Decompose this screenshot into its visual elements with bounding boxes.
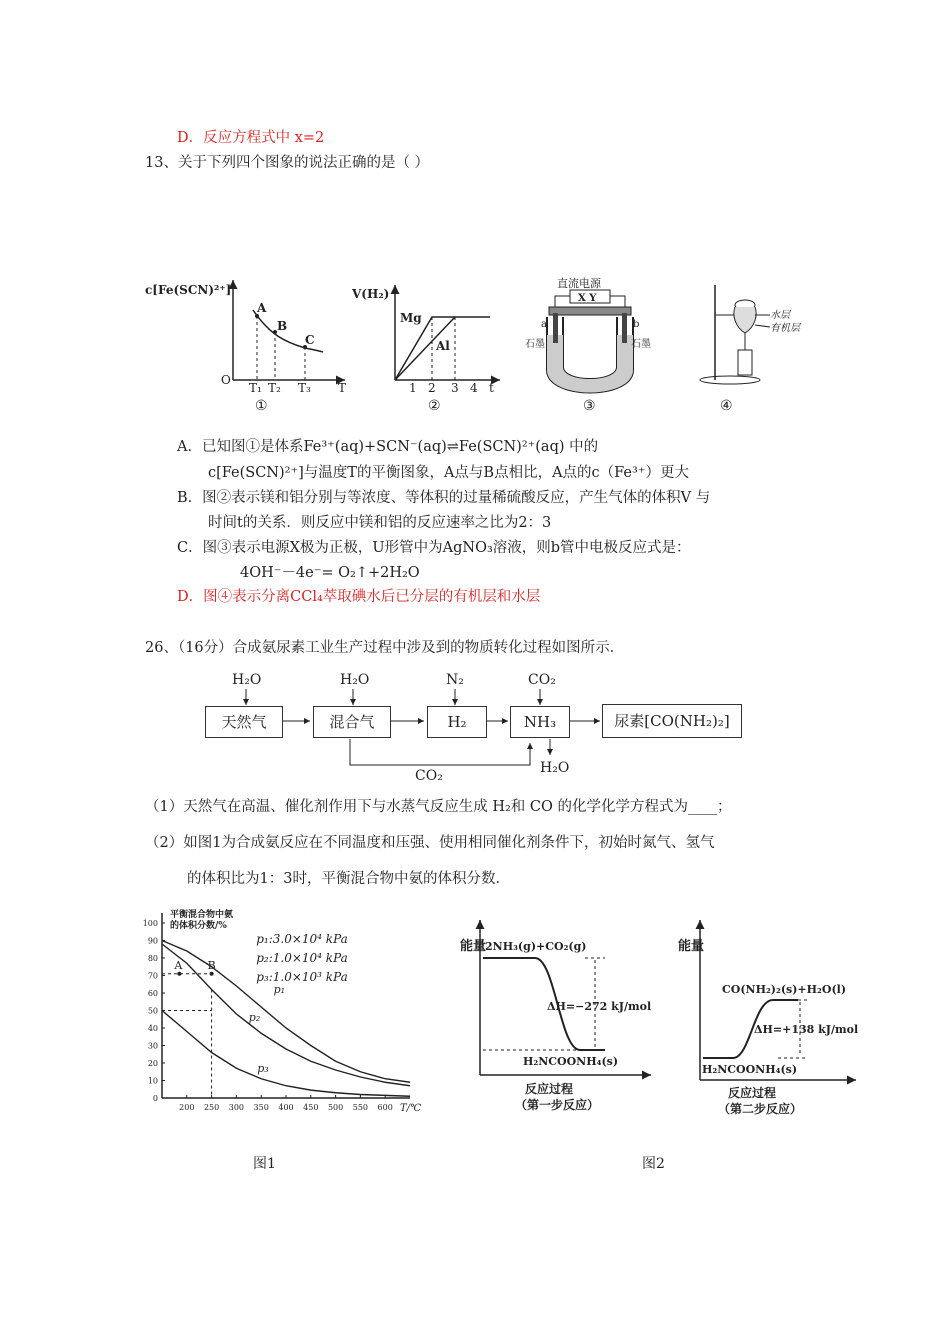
chart-x-tick-label: 500 [327, 1103, 344, 1112]
chart-y-tick-label: 0 [152, 1094, 158, 1103]
f2-tick-3: 3 [451, 381, 459, 395]
energy-diagram-step-2 [678, 905, 858, 1115]
q26-stem: 26、（16分）合成氨尿素工业生产过程中涉及到的物质转化过程如图所示． [145, 640, 625, 656]
chart-y-tick-label: 70 [147, 971, 158, 981]
f3-right-electrode: 石墨 [631, 339, 651, 350]
f4-organic-label: 有机层 [770, 323, 800, 334]
q13-option-a-line2: c[Fe(SCN)²⁺]与温度T的平衡图象，A点与B点相比，A点的c（Fe³⁺）更大 [208, 465, 689, 481]
f2-tick-1: 1 [409, 381, 417, 395]
f3-number: ③ [583, 398, 596, 414]
f1-xlabel: T [338, 381, 347, 395]
flow-co2-back: CO₂ [415, 768, 443, 784]
chart-x-tick-label: 400 [278, 1103, 294, 1112]
energy2-ylabel: 能量 [678, 939, 705, 954]
chart-title-1: 平衡混合物中氨 [170, 910, 234, 920]
chart-point-b-label: B [207, 958, 216, 972]
chart-y-tick-label: 50 [147, 1006, 158, 1016]
energy1-dh: ΔH=−272 kJ/mol [547, 1000, 652, 1013]
chart-point-b [210, 972, 214, 976]
chart-y-tick-label: 80 [147, 954, 158, 963]
chart-x-tick-label: 450 [303, 1103, 319, 1112]
chart-y-tick-label: 20 [147, 1059, 158, 1068]
chart-series-line-3 [162, 1011, 410, 1097]
energy1-bottom: H₂NCOONH₄(s) [523, 1055, 619, 1068]
energy1-top: 2NH₃(g)+CO₂(g) [485, 940, 587, 953]
q13-option-a-line1: A．已知图①是体系Fe³⁺(aq)+SCN⁻(aq)⇌Fe(SCN)²⁺(aq) 中的 [177, 439, 599, 455]
energy-diagram-step-1 [455, 905, 655, 1115]
flow-n2-in: N₂ [446, 672, 464, 688]
f2-ylabel: V(H₂) [352, 287, 390, 301]
f1-ylabel: c[Fe(SCN)²⁺] [145, 283, 232, 297]
f4-number: ④ [720, 398, 733, 414]
q13-option-c-line1: C．图③表示电源X极为正极，U形管中为AgNO₃溶液，则b管中电极反应式是： [177, 540, 691, 556]
chart-y-tick-label: 90 [147, 936, 158, 946]
f1-tick-t3: T₃ [298, 381, 311, 395]
figure-2-caption: 图2 [642, 1156, 665, 1172]
f1-point-b: B [277, 319, 288, 333]
chart-x-tick-label: 200 [179, 1103, 195, 1112]
q13-figure-4 [690, 275, 820, 420]
f1-origin: O [221, 373, 231, 387]
flow-h2o-out: H₂O [540, 760, 570, 776]
energy2-xlabel: 反应过程 [728, 1086, 777, 1100]
chart-y-tick-label: 10 [147, 1076, 158, 1086]
flow-box-urea: 尿素[CO(NH₂)₂] [602, 704, 742, 738]
q26-part-2-line1: （2）如图1为合成氨反应在不同温度和压强、使用相同催化剂条件下，初始时氮气、氢气 [145, 835, 715, 851]
q13-option-d: D．图④表示分离CCl₄萃取碘水后已分层的有机层和水层 [177, 589, 541, 605]
f1-tick-t1: T₁ [249, 381, 262, 395]
energy2-top: CO(NH₂)₂(s)+H₂O(l) [722, 983, 847, 996]
chart-y-tick-label: 30 [147, 1041, 158, 1051]
f2-mg: Mg [400, 311, 422, 325]
q26-part-1: （1）天然气在高温、催化剂作用下与水蒸气反应生成 H₂和 CO 的化学化学方程式为____； [145, 799, 732, 815]
f2-tick-2: 2 [428, 381, 436, 395]
f3-xy: X Y [578, 293, 597, 304]
chart-series-label-2: p₂ [248, 1011, 261, 1024]
chart-x-tick-label: 550 [352, 1103, 369, 1112]
chart-legend-item: p₂:1.0×10⁴ kPa [256, 951, 348, 965]
q13-figure-1 [145, 280, 345, 420]
q12-option-d: D．反应方程式中 x=2 [177, 130, 325, 146]
energy1-subtitle: （第一步反应） [515, 1098, 600, 1112]
energy2-dh: ΔH=+138 kJ/mol [754, 1023, 859, 1036]
f2-tick-4: 4 [470, 381, 478, 395]
energy1-xlabel: 反应过程 [525, 1082, 574, 1096]
flow-box-nh3: NH₃ [510, 706, 570, 738]
flow-h2o-in-1: H₂O [232, 672, 262, 688]
chart-legend-item: p₁:3.0×10⁴ kPa [256, 932, 348, 946]
flow-co2-in: CO₂ [528, 672, 556, 688]
flow-box-h2: H₂ [427, 706, 487, 738]
chart-series-line-2 [162, 944, 410, 1086]
flow-h2o-in-2: H₂O [340, 672, 370, 688]
q26-part-2-line2: 的体积比为1：3时，平衡混合物中氨的体积分数． [187, 871, 510, 887]
f1-point-c: C [305, 333, 315, 347]
chart-series-label-1: p₁ [273, 983, 286, 996]
q13-stem: 13、关于下列四个图象的说法正确的是（ ） [145, 155, 430, 171]
energy2-subtitle: （第二步反应） [718, 1102, 803, 1116]
f3-left-electrode: 石墨 [525, 339, 545, 350]
chart-y-tick-label: 100 [142, 919, 158, 928]
f2-number: ② [428, 398, 441, 414]
chart-series-label-3: p₃ [257, 1061, 269, 1075]
f4-water-label: 水层 [770, 310, 790, 321]
chart-x-label: T/℃ [400, 1103, 422, 1114]
figure-1-chart [140, 905, 430, 1115]
flow-box-mixed-gas: 混合气 [313, 706, 391, 738]
f1-point-a: A [257, 301, 267, 315]
figure-1-caption: 图1 [253, 1156, 276, 1172]
chart-x-tick-label: 250 [203, 1103, 220, 1112]
energy2-bottom: H₂NCOONH₄(s) [702, 1063, 798, 1076]
chart-x-tick-label: 600 [377, 1103, 393, 1112]
flow-box-natural-gas: 天然气 [205, 706, 283, 738]
f3-a: a [541, 319, 547, 330]
f2-tick-t: t [489, 381, 494, 395]
q13-option-b-line1: B．图②表示镁和铝分别与等浓度、等体积的过量稀硫酸反应，产生气体的体积V 与 [177, 490, 711, 506]
f1-tick-t2: T₂ [268, 381, 281, 395]
q13-option-c-line2: 4OH⁻－4e⁻= O₂↑+2H₂O [240, 565, 420, 581]
q13-figure-2 [350, 280, 500, 420]
chart-y-tick-label: 40 [147, 1024, 158, 1033]
chart-point-a-label: A [174, 958, 183, 972]
energy1-ylabel: 能量 [460, 939, 487, 954]
f2-al: Al [436, 339, 450, 353]
chart-x-tick-label: 350 [253, 1103, 269, 1112]
f3-b: b [633, 319, 640, 330]
chart-y-tick-label: 60 [147, 989, 158, 998]
q13-figure-3 [525, 275, 655, 420]
chart-x-tick-label: 300 [228, 1103, 245, 1112]
f1-number: ① [255, 398, 268, 414]
chart-legend-item: p₃:1.0×10³ kPa [256, 970, 348, 984]
chart-point-a [177, 972, 181, 976]
q13-option-b-line2: 时间t的关系．则反应中镁和铝的反应速率之比为2：3 [208, 515, 552, 531]
f3-power-label: 直流电源 [557, 277, 601, 290]
chart-title-2: 的体积分数/% [170, 921, 227, 931]
